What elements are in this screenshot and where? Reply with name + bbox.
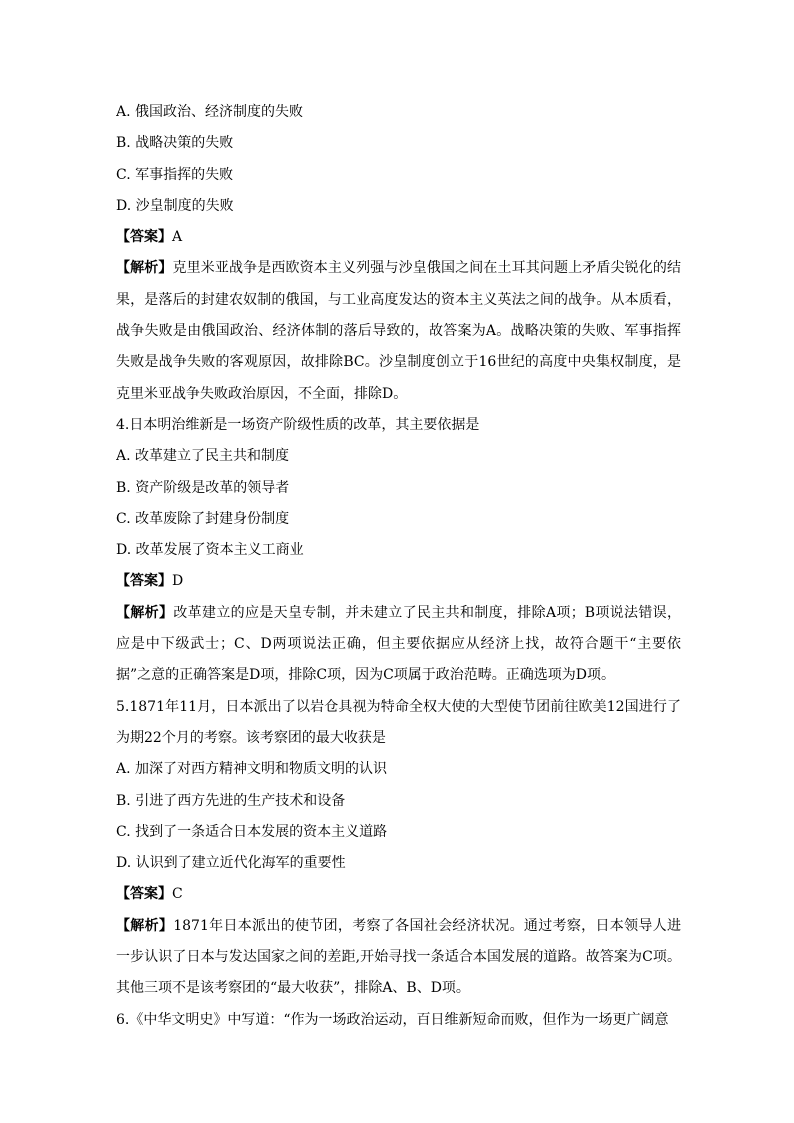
analysis-text: 改革建立的应是天皇专制，并未建立了民主共和制度，排除A项；B项说法错误，应是中下级武士；C、D两项说法正确，但主要依据应从经济上找，故符合题干“主要依据”之意的正确答案是D项，排除C项，因为C项属于政治范畴。正确选项为D项。 xyxy=(116,604,681,684)
q5-option-b: B. 引进了西方先进的生产技术和设备 xyxy=(116,792,346,809)
answer-tag: 【答案】 xyxy=(116,886,172,903)
q5-question: 5.1871年11月，日本派出了以岩仓具视为特命全权大使的大型使节团前往欧美12国进行了为期22个月的考察。该考察团的最大收获是 xyxy=(116,698,681,746)
q4-option-d: D. 改革发展了资本主义工商业 xyxy=(116,542,304,559)
q5-answer xyxy=(116,879,681,910)
answer-value: A xyxy=(172,229,183,246)
q4-option-c: C. 改革废除了封建身份制度 xyxy=(116,510,290,527)
analysis-tag: 【解析】 xyxy=(116,917,174,934)
analysis-text: 1871年日本派出的使节团，考察了各国社会经济状况。通过考察，日本领导人进一步认识了日本与发达国家之间的差距,开始寻找一条适合本国发展的道路。故答案为C项。其他三项不是该考察团的“最大收获”，排除A、B、D项。 xyxy=(116,917,681,997)
q3-answer xyxy=(116,222,681,253)
q5-analysis xyxy=(116,911,681,1005)
q3-option-a: A. 俄国政治、经济制度的失败 xyxy=(116,104,304,120)
q4-question: 4.日本明治维新是一场资产阶级性质的改革，其主要依据是 xyxy=(116,416,480,433)
q4-option-a: A. 改革建立了民主共和制度 xyxy=(116,448,290,465)
answer-value: C xyxy=(172,886,183,903)
q5-option-d: D. 认识到了建立近代化海军的重要性 xyxy=(116,855,346,872)
analysis-tag: 【解析】 xyxy=(116,260,173,277)
q3-option-b: B. 战略决策的失败 xyxy=(116,135,234,152)
q5-option-c: C. 找到了一条适合日本发展的资本主义道路 xyxy=(116,823,388,840)
answer-tag: 【答案】 xyxy=(116,573,172,590)
document-page xyxy=(116,97,681,1036)
q3-option-c: C. 军事指挥的失败 xyxy=(116,166,234,183)
q6-question: 6.《中华文明史》中写道：“作为一场政治运动，百日维新短命而败，但作为一场更广阔意 xyxy=(116,1011,669,1028)
answer-value: D xyxy=(172,573,184,590)
q4-option-b: B. 资产阶级是改革的领导者 xyxy=(116,479,290,496)
answer-tag: 【答案】 xyxy=(116,229,172,246)
analysis-tag: 【解析】 xyxy=(116,604,174,621)
q4-answer xyxy=(116,566,681,597)
q5-option-a: A. 加深了对西方精神文明和物质文明的认识 xyxy=(116,761,388,778)
q4-analysis xyxy=(116,598,681,692)
analysis-text: 克里米亚战争是西欧资本主义列强与沙皇俄国之间在土耳其问题上矛盾尖锐化的结果，是落后的封建农奴制的俄国，与工业高度发达的资本主义英法之间的战争。从本质看，战争失败是由俄国政治、经济体制的落后导致的，故答案为A。战略决策的失败、军事指挥失败是战争失败的客观原因，故排除BC。沙皇制度创立于16世纪的高度中央集权制度，是克里米亚战争失败政治原因，不全面，排除D。 xyxy=(116,260,682,402)
q3-option-d: D. 沙皇制度的失败 xyxy=(116,197,234,214)
q3-analysis xyxy=(116,253,681,409)
